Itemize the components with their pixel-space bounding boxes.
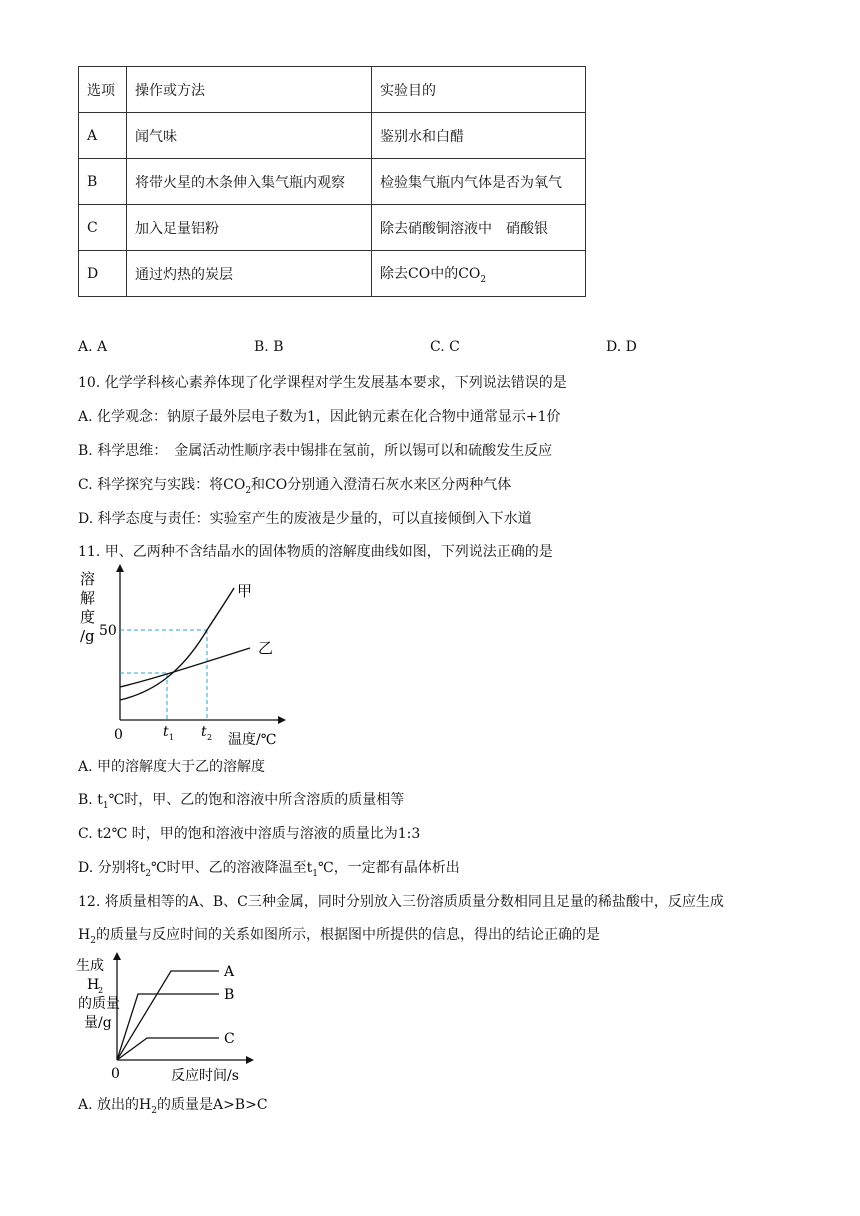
series-label-c: C — [224, 1031, 235, 1047]
text-part: D. 分别将t — [78, 860, 146, 876]
q11-option-b — [78, 789, 404, 811]
y-axis-arrow — [116, 564, 124, 572]
q10-option-b: B. 科学思维： 金属活动性顺序表中锡排在氢前，所以锡可以和硫酸发生反应 — [78, 443, 553, 459]
choice-b: B. B — [254, 339, 284, 355]
table-row — [79, 251, 586, 297]
y-axis-label: 生成 — [76, 958, 104, 974]
series-c-line — [117, 1038, 219, 1060]
table-cell: B — [79, 159, 127, 205]
x-tick-t1-sub: 1 — [169, 733, 175, 742]
subscript: 1 — [102, 800, 109, 811]
x-axis-label: 温度/℃ — [228, 732, 277, 748]
table-cell: 检验集气瓶内气体是否为氧气 — [372, 159, 586, 205]
y-axis-label: /g — [80, 627, 95, 645]
x-axis-label: 反应时间/s — [171, 1068, 239, 1084]
series-label-yi: 乙 — [258, 639, 274, 657]
table-cell: C — [79, 205, 127, 251]
table-row — [79, 159, 586, 205]
origin-label: 0 — [114, 727, 123, 743]
table-row — [79, 113, 586, 159]
options-table — [78, 66, 586, 297]
table-cell: 通过灼热的炭层 — [127, 251, 372, 297]
subscript: 1 — [312, 868, 319, 879]
table-cell: 选项 — [79, 67, 127, 113]
y-axis-label: 解 — [80, 589, 96, 607]
table-cell: 操作或方法 — [127, 67, 372, 113]
text-part: 的质量是A>B>C — [156, 1097, 268, 1113]
table-cell: 除去硝酸铜溶液中 硝酸银 — [372, 205, 586, 251]
hydrogen-mass-chart — [74, 950, 274, 1086]
series-label-jia: 甲 — [237, 582, 253, 600]
curve-yi — [120, 648, 250, 687]
table-cell: A — [79, 113, 127, 159]
q10-option-a: A. 化学观念：钠原子最外层电子数为1，因此钠元素在化合物中通常显示+1价 — [78, 409, 561, 425]
table-cell: 闻气味 — [127, 113, 372, 159]
series-a-line — [117, 971, 219, 1060]
x-axis-arrow — [278, 716, 286, 724]
y-axis-label: 溶 — [80, 570, 96, 588]
q10-option-d: D. 科学态度与责任：实验室产生的废液是少量的，可以直接倾倒入下水道 — [78, 511, 532, 527]
x-tick-t1: t — [163, 724, 169, 740]
q10-option-c — [78, 474, 511, 496]
q12-option-a — [78, 1094, 268, 1116]
table-header-row — [79, 67, 586, 113]
subscript: 2 — [245, 485, 252, 496]
text-part: C. 科学探究与实践：将CO — [78, 477, 246, 493]
table-cell: D — [79, 251, 127, 297]
text-part: 和CO分别通入澄清石灰水来区分两种气体 — [251, 477, 512, 493]
y-axis-label: 的质量 — [78, 996, 120, 1012]
cell-text: 除去CO中的CO — [380, 265, 481, 282]
text-part: 的质量与反应时间的关系如图所示，根据图中所提供的信息，得出的结论正确的是 — [95, 927, 600, 943]
table-row — [79, 205, 586, 251]
text-part: H — [78, 927, 91, 943]
y-axis-label: 度 — [80, 608, 96, 626]
question-11-stem: 11. 甲、乙两种不含结晶水的固体物质的溶解度曲线如图，下列说法正确的是 — [78, 544, 553, 560]
y-axis-label: 量/g — [84, 1015, 112, 1031]
table-cell — [372, 251, 586, 297]
choice-a: A. A — [78, 339, 108, 355]
q11-option-d — [78, 857, 460, 879]
y-axis-label-sub: 2 — [98, 986, 104, 995]
subscript: 2 — [151, 1105, 157, 1116]
table-cell: 实验目的 — [372, 67, 586, 113]
choice-d: D. D — [606, 339, 637, 355]
y-axis-arrow — [113, 952, 121, 960]
x-axis-arrow — [246, 1056, 254, 1064]
q11-option-a: A. 甲的溶解度大于乙的溶解度 — [78, 759, 266, 775]
x-tick-t2: t — [201, 724, 207, 740]
q11-option-c: C. t2℃ 时，甲的饱和溶液中溶质与溶液的质量比为1:3 — [78, 826, 421, 842]
text-part: B. t — [78, 792, 103, 808]
series-b-line — [117, 994, 219, 1060]
y-tick-50: 50 — [99, 623, 117, 639]
series-label-a: A — [224, 964, 235, 980]
y-axis-label: H — [87, 977, 100, 993]
subscript: 2 — [90, 935, 96, 946]
table-cell: 鉴别水和白醋 — [372, 113, 586, 159]
series-label-b: B — [224, 987, 235, 1003]
subscript: 2 — [480, 274, 487, 285]
subscript: 2 — [145, 868, 151, 879]
origin-label: 0 — [111, 1066, 120, 1082]
text-part: ℃时甲、乙的溶液降温至t — [151, 860, 313, 876]
question-12-stem-cont — [78, 924, 600, 946]
solubility-curve-chart — [74, 560, 304, 750]
x-tick-t2-sub: 2 — [207, 733, 213, 742]
question-10-stem: 10. 化学学科核心素养体现了化学课程对学生发展基本要求，下列说法错误的是 — [78, 375, 567, 391]
text-part: ℃，一定都有晶体析出 — [318, 860, 460, 876]
table-cell: 将带火星的木条伸入集气瓶内观察 — [127, 159, 372, 205]
table-cell: 加入足量铝粉 — [127, 205, 372, 251]
text-part: A. 放出的H — [78, 1097, 152, 1113]
question-12-stem: 12. 将质量相等的A、B、C三种金属，同时分别放入三份溶质质量分数相同且足量的稀盐酸中，反应生成 — [78, 894, 724, 910]
text-part: ℃时，甲、乙的饱和溶液中所含溶质的质量相等 — [108, 792, 405, 808]
choice-c: C. C — [430, 339, 460, 355]
